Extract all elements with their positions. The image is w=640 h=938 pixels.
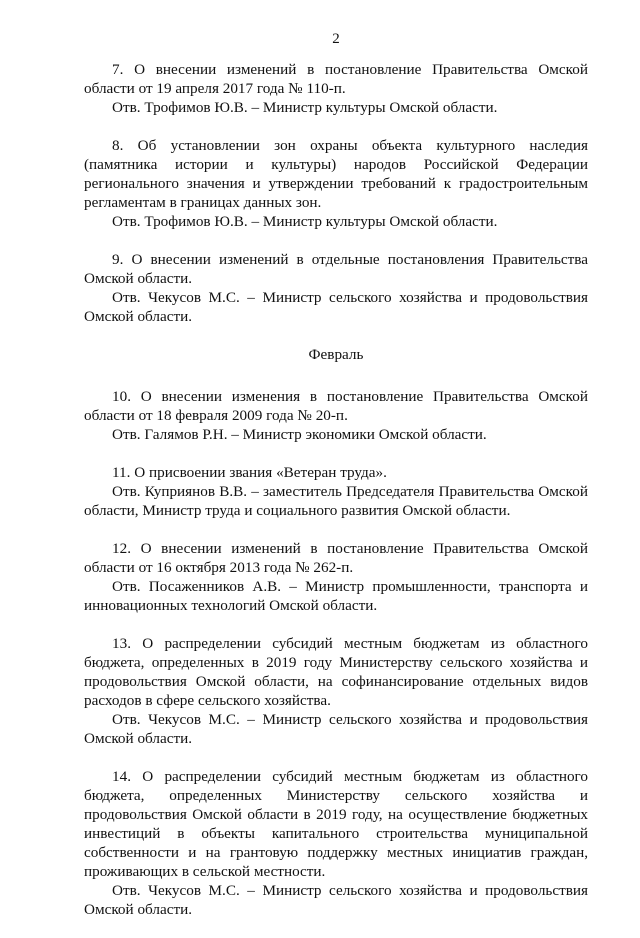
item-responsible: Отв. Чекусов М.С. – Министр сельского хозяйства и продовольствия Омской области. — [84, 882, 588, 918]
document-page — [84, 22, 588, 938]
item-text: 9. О внесении изменений в отдельные постановления Правительства Омской области. — [84, 251, 588, 287]
agenda-item-11 — [84, 463, 588, 520]
page-number: 2 — [332, 31, 340, 47]
agenda-item-14 — [84, 767, 588, 919]
item-responsible: Отв. Трофимов Ю.В. – Министр культуры Омской области. — [112, 213, 498, 230]
agenda-item-12 — [84, 539, 588, 615]
agenda-item-8 — [84, 136, 588, 231]
item-responsible: Отв. Чекусов М.С. – Министр сельского хозяйства и продовольствия Омской области. — [84, 711, 588, 747]
item-responsible: Отв. Трофимов Ю.В. – Министр культуры Омской области. — [112, 99, 498, 116]
item-responsible: Отв. Галямов Р.Н. – Министр экономики Омской области. — [112, 426, 487, 443]
agenda-item-13 — [84, 634, 588, 748]
month-header: Февраль — [308, 346, 364, 363]
item-text: 12. О внесении изменений в постановление Правительства Омской области от 16 октября 2013 года № 262-п. — [84, 540, 588, 576]
agenda-item-9 — [84, 250, 588, 326]
item-responsible: Отв. Посаженников А.В. – Министр промышленности, транспорта и инновационных технологий Омской области. — [84, 578, 588, 614]
item-text: 7. О внесении изменений в постановление Правительства Омской области от 19 апреля 2017 года № 110-п. — [84, 61, 588, 97]
item-text: 11. О присвоении звания «Ветеран труда». — [112, 464, 387, 481]
agenda-item-10 — [84, 387, 588, 444]
item-responsible: Отв. Чекусов М.С. – Министр сельского хозяйства и продовольствия Омской области. — [84, 289, 588, 325]
item-responsible: Отв. Куприянов В.В. – заместитель Председателя Правительства Омской области, Министр труда и социального развития Омской области. — [84, 483, 588, 519]
item-text: 10. О внесении изменения в постановление Правительства Омской области от 18 февраля 2009 года № 20-п. — [84, 388, 588, 424]
item-text: 13. О распределении субсидий местным бюджетам из областного бюджета, определенных в 2019 году Министерству сельского хозяйства и продовольствия Омской области, на софинансирование отдельных видов расходов в сфере сельского хозяйства. — [84, 635, 588, 709]
item-text: 14. О распределении субсидий местным бюджетам из областного бюджета, определенных Министерству сельского хозяйства и продовольствия Омской области в 2019 году, на осуществление бюджетных инвестиций в объекты капитального строительства муниципальной собственности и на грантовую поддержку местных инициатив граждан, проживающих в сельской местности. — [84, 768, 588, 880]
item-text: 8. Об установлении зон охраны объекта культурного наследия (памятника истории и культуры) народов Российской Федерации регионального значения и утверждении требований к градостроительным регламентам в границах данных зон. — [84, 137, 588, 211]
agenda-item-7 — [84, 60, 588, 117]
